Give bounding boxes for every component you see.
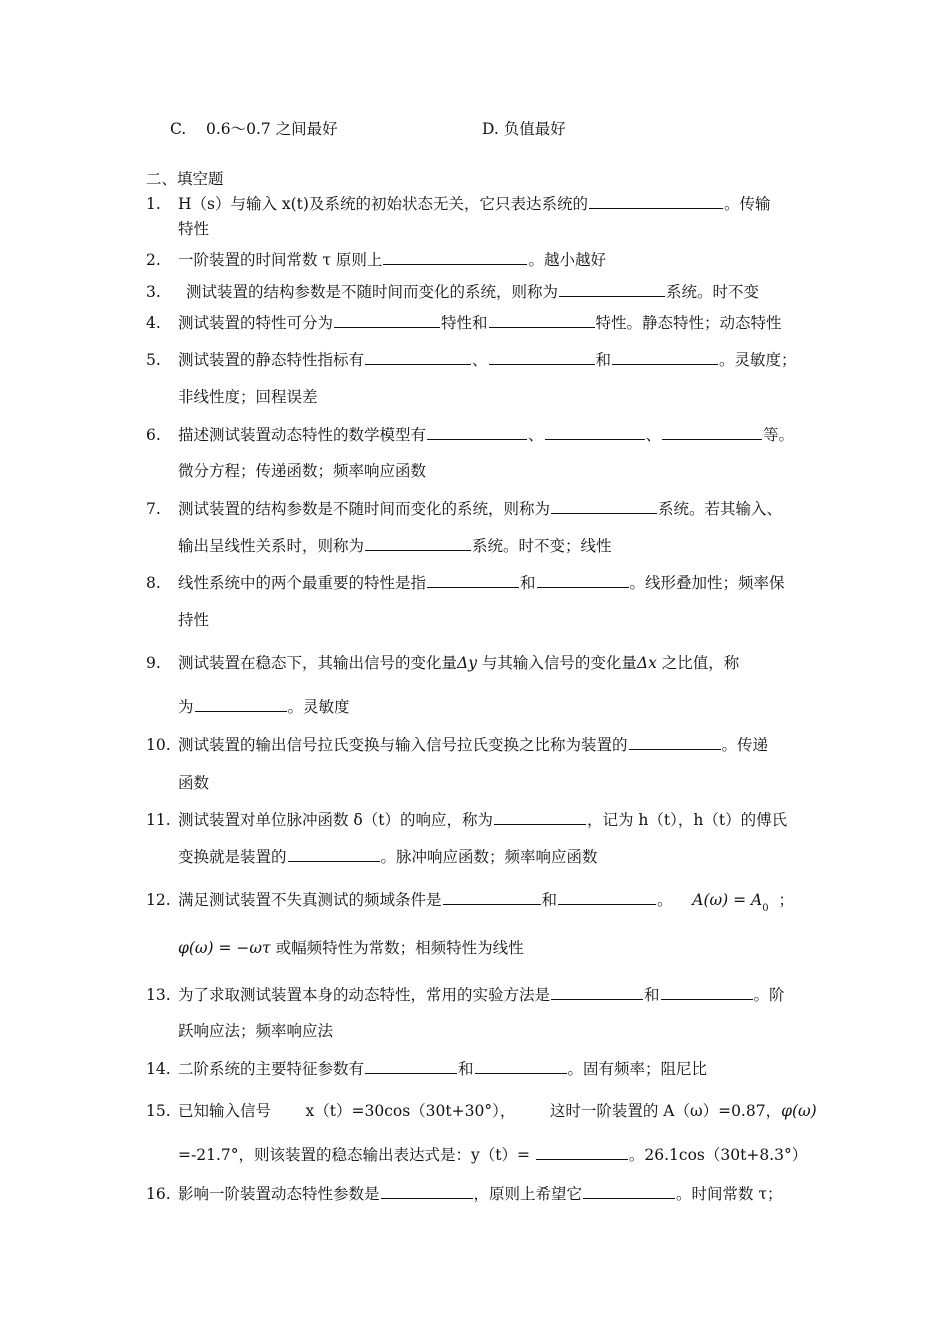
q11-number: 11.	[146, 811, 171, 829]
q4-blank-2[interactable]	[489, 312, 595, 328]
q3-blank[interactable]	[559, 281, 665, 297]
option-c: C. 0.6～0.7 之间最好	[170, 120, 338, 138]
q8-blank-2[interactable]	[537, 572, 629, 588]
q12-text: 满足测试装置不失真测试的频域条件是 和 。 $A(\omega) = A_0$ ；	[178, 891, 794, 914]
q6-answer: 微分方程；传递函数；频率响应函数	[178, 462, 427, 480]
q7-text: 测试装置的结构参数是不随时间而变化的系统，则称为 系统。若其输入、	[178, 500, 783, 518]
q3-number: 3.	[146, 283, 161, 301]
q6-blank-1[interactable]	[427, 424, 527, 440]
q9-text-2: 为 。灵敏度	[178, 698, 350, 716]
q11-text: 测试装置对单位脉冲函数 δ（t）的响应，称为 ，记为 h（t），h（t）的傅氏	[178, 811, 788, 829]
q6-blank-3[interactable]	[662, 424, 762, 440]
q5-blank-2[interactable]	[489, 349, 595, 365]
option-d: D. 负值最好	[482, 120, 566, 138]
q4-text: 测试装置的特性可分为 特性和 特性。静态特性；动态特性	[178, 314, 782, 332]
q12-text-2: φ(ω) = −ωτ 或幅频特性为常数；相频特性为线性	[178, 939, 524, 957]
q11-blank-1[interactable]	[494, 809, 586, 825]
q7-number: 7.	[146, 500, 161, 518]
q10-answer: 函数	[178, 774, 210, 792]
q13-blank-2[interactable]	[661, 984, 753, 1000]
q16-text: 影响一阶装置动态特性参数是 ，原则上希望它 。时间常数 τ；	[178, 1185, 783, 1203]
q9-blank[interactable]	[195, 696, 287, 712]
q6-blank-2[interactable]	[545, 424, 645, 440]
q5-blank-3[interactable]	[612, 349, 718, 365]
q4-number: 4.	[146, 314, 161, 332]
section-title: 二、填空题	[146, 170, 224, 188]
q15-blank[interactable]	[536, 1144, 628, 1160]
q10-text: 测试装置的输出信号拉氏变换与输入信号拉氏变换之比称为装置的 。传递	[178, 736, 769, 754]
q3-text: 测试装置的结构参数是不随时间而变化的系统，则称为 系统。时不变	[186, 283, 760, 301]
q16-blank-2[interactable]	[583, 1183, 675, 1199]
q7-blank-1[interactable]	[551, 498, 657, 514]
q1-text: H（s）与输入 x(t)及系统的初始状态无关，它只表达系统的 。传输	[178, 195, 771, 213]
q8-text: 线性系统中的两个最重要的特性是指 和 。线形叠加性；频率保	[178, 574, 785, 592]
q7-blank-2[interactable]	[365, 535, 471, 551]
q5-number: 5.	[146, 351, 161, 369]
q14-blank-1[interactable]	[365, 1058, 457, 1074]
q12-number: 12.	[146, 891, 171, 909]
q9-text: 测试装置在稳态下，其输出信号的变化量Δy 与其输入信号的变化量Δx 之比值，称	[178, 654, 740, 672]
q10-blank[interactable]	[629, 734, 721, 750]
q8-number: 8.	[146, 574, 161, 592]
q13-blank-1[interactable]	[551, 984, 643, 1000]
q2-text: 一阶装置的时间常数 τ 原则上 。越小越好	[178, 251, 606, 269]
q4-blank-1[interactable]	[334, 312, 440, 328]
q7-text-2: 输出呈线性关系时，则称为 系统。时不变；线性	[178, 537, 612, 555]
q14-blank-2[interactable]	[475, 1058, 567, 1074]
q16-number: 16.	[146, 1185, 171, 1203]
q6-text: 描述测试装置动态特性的数学模型有 、 、 等。	[178, 426, 795, 444]
q15-text-2: =-21.7°，则该装置的稳态输出表达式是：y（t）= 。26.1cos（30t+8.3°）	[178, 1146, 808, 1164]
q1-number: 1.	[146, 195, 161, 213]
q6-number: 6.	[146, 426, 161, 444]
q15-text: 已知输入信号 x（t）=30cos（30t+30°）， 这时一阶装置的 A（ω）=0.87，φ(ω)	[178, 1102, 817, 1120]
q13-text: 为了求取测试装置本身的动态特性，常用的实验方法是 和 。阶	[178, 986, 785, 1004]
q8-answer: 持性	[178, 611, 210, 629]
q16-blank-1[interactable]	[381, 1183, 473, 1199]
q9-number: 9.	[146, 654, 161, 672]
q12-blank-2[interactable]	[558, 889, 656, 905]
q11-blank-2[interactable]	[288, 846, 380, 862]
q14-text: 二阶系统的主要特征参数有 和 。固有频率；阻尼比	[178, 1060, 708, 1078]
q12-blank-1[interactable]	[443, 889, 541, 905]
q10-number: 10.	[146, 736, 171, 754]
q13-answer: 跃响应法；频率响应法	[178, 1022, 334, 1040]
q1-blank[interactable]	[589, 193, 723, 209]
q8-blank-1[interactable]	[427, 572, 519, 588]
q5-blank-1[interactable]	[365, 349, 471, 365]
q14-number: 14.	[146, 1060, 171, 1078]
q15-number: 15.	[146, 1102, 171, 1120]
q1-answer: 特性	[178, 220, 210, 238]
q5-answer: 非线性度；回程误差	[178, 388, 318, 406]
q13-number: 13.	[146, 986, 171, 1004]
q5-text: 测试装置的静态特性指标有 、 和 。灵敏度；	[178, 351, 797, 369]
q2-number: 2.	[146, 251, 161, 269]
q2-blank[interactable]	[383, 249, 527, 265]
q11-text-2: 变换就是装置的 。脉冲响应函数；频率响应函数	[178, 848, 598, 866]
